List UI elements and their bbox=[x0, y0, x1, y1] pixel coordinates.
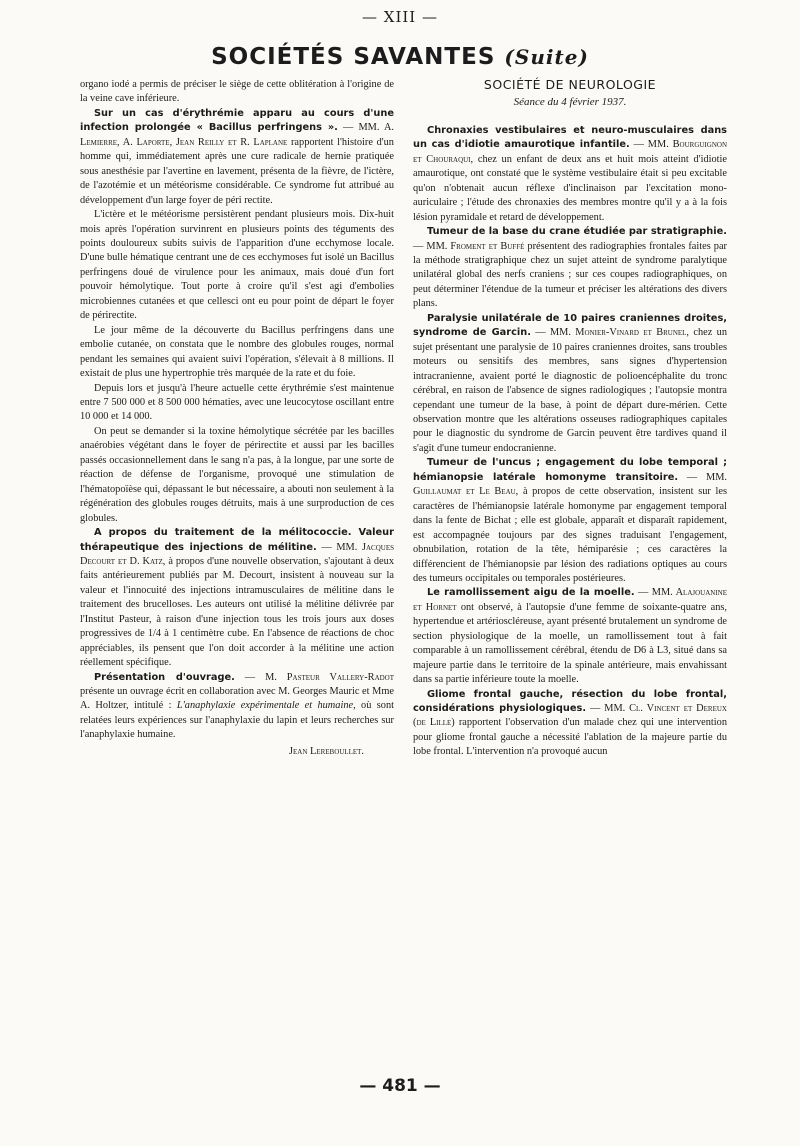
section-heading: Tumeur de la base du crane étudiée par stratigraphie. bbox=[427, 226, 727, 238]
section-heading: Tumeur de l'uncus ; engagement du lobe temporal ; hémianopsie latérale homonyme transitoire. bbox=[413, 457, 727, 483]
section-body: chez un enfant de deux ans et huit mois atteint d'idiotie amaurotique, ont constaté que le système vestibulaire était si peu excitable qu'on n'obtenait aucun réflexe d'inclinaison par l'excitation mono-auriculaire ; l'étude des chronaxies des membres montre qu'il y a à la fois lésion pyramidale et retard de développement. bbox=[413, 153, 727, 223]
section-heading: Paralysie unilatérale de 10 paires craniennes droites, syndrome de Garcin. bbox=[413, 312, 727, 339]
title-suite: (Suite) bbox=[504, 45, 589, 69]
right-column bbox=[413, 78, 727, 760]
book-title: L'anaphylaxie expérimentale et humaine, bbox=[176, 700, 356, 712]
roman-page-number: — XIII — bbox=[362, 8, 438, 26]
paragraph: Le jour même de la découverte du Bacillus perfringens dans une embolie cutanée, on constata que le nombre des globules rouges, normal pendant les semaines qui avaient suivi l'opération, s'élevait à 8 millions. Il existait de plus une hypertrophie très marquée de la rate et du foie. bbox=[80, 324, 394, 380]
paragraph: Depuis lors et jusqu'à l'heure actuelle cette érythrémie s'est maintenue entre 7 500 000 et 8 500 000 hématies, avec une leucocytose oscillant entre 10 000 et 14 000. bbox=[80, 382, 394, 423]
section-body: chez un sujet présentant une paralysie de 10 paires craniennes droites, sans troubles moteurs ou sensitifs des membres, sans signes d'hypertension intracranienne, avaient porté le diagnostic de polioencéphalite du tronc cérébral, en raison de l'absence de signes radiologiques ; l'autopsie montra cependant une tumeur de la base, à point de départ dure-mérien. Cette observation montre que les altérations osseuses radiographiques capitales pour le diagnostic du syndrome de Garcin peuvent être tardives quand il s'agit d'une tumeur endocranienne. bbox=[413, 327, 727, 454]
section-body: à propos d'une nouvelle observation, s'ajoutant à deux faits antérieurement publiés par M. Decourt, insistent à nouveau sur la valeur et l'innocuité des injections intramusculaires de mélitine dans le traitement des brucelloses. Les auteurs ont utilisé la mélitine délivrée par l'Institut Pasteur, à raison d'une injection tous les trois jours aux doses progressives de 1/4 à 1 centimètre cube. En l'absence de réactions de choc appréciables, ils pensent que l'on doit accorder à la mélitine une action réellement spécifique. bbox=[80, 555, 394, 669]
title-main: SOCIÉTÉS SAVANTES bbox=[211, 44, 496, 70]
section-erythremie bbox=[80, 107, 394, 208]
signature: Jean Lereboullet. bbox=[288, 745, 364, 757]
paragraph: L'ictère et le météorisme persistèrent pendant plusieurs mois. Dix-huit mois après l'opération survinrent en plusieurs points des téguments des points douloureux subits suivis de l'apparition d'une ecchymose locale. D'une bulle hématique centrant une de ces ecchymoses fut isolé un Bacillus perfringens doué de virulence pour les animaux, mais doué d'un fort pouvoir hémolytique. Tout porte à croire qu'il s'est agi d'embolies microbiennes cutanées et que cellesci ont eu pour point de départ le foyer de périrectite. bbox=[80, 209, 394, 322]
section-authors: — MM. A. Lemierre, A. Laporte, Jean Reilly et R. Laplane bbox=[80, 122, 395, 148]
section-authors: — MM. Bourguignon et Chouraqui, bbox=[413, 139, 727, 165]
section-heading: A propos du traitement de la mélitococcie. Valeur thérapeutique des injections de mélitine. bbox=[80, 527, 394, 553]
section-paralysie bbox=[413, 312, 727, 457]
section-heading: Présentation d'ouvrage. bbox=[94, 671, 235, 683]
section-heading: Gliome frontal gauche, résection du lobe frontal, considérations physiologiques. bbox=[413, 688, 727, 715]
section-uncus bbox=[413, 456, 727, 586]
section-body: ont observé, à l'autopsie d'une femme de soixante-quatre ans, hypertendue et artérioscléreuse, ayant présenté brutalement un syndrome de section physiologique de la moelle, un ramollissement tout à fait comparable à un ramollissement cérébral, étendu de D6 à L3, situé dans sa majeure partie dans le territoire de la spinale antérieure, mais envahissant dans sa partie inférieure toute la moelle. bbox=[413, 601, 727, 686]
society-heading: SOCIÉTÉ DE NEUROLOGIE bbox=[483, 77, 657, 92]
section-tumeur-base bbox=[413, 225, 727, 312]
page-title bbox=[0, 44, 800, 70]
paragraph: organo iodé a permis de préciser le siège de cette oblitération à l'origine de la veine cave inférieure. bbox=[80, 79, 394, 105]
section-heading: Chronaxies vestibulaires et neuro-musculaires dans un cas d'idiotie amaurotique infantile. bbox=[413, 124, 727, 151]
section-body: où sont relatées leurs expériences sur l'anaphylaxie du lapin et leurs recherches sur l'anaphylaxie humaine. bbox=[80, 700, 394, 741]
section-heading: Le ramollissement aigu de la moelle. bbox=[427, 587, 635, 599]
section-body: rapportent l'observation d'un malade chez qui une intervention pour gliome frontal gauche a nécessité l'ablation de la majeure partie du lobe frontal. L'intervention n'a provoqué aucun bbox=[413, 717, 727, 758]
section-authors: — MM. Guillaumat et Le Beau, bbox=[413, 471, 727, 498]
section-body: rapportent l'histoire d'un homme qui, immédiatement après une cure radicale de hernie pratiquée sous anesthésie par l'avertine en lavement, présenta de la fièvre, de l'ictère, de l'azotémie et un météorisme considérable. Ce syndrome fut attribué au développement d'un large foyer de péri rectite. bbox=[80, 136, 394, 206]
section-ouvrage bbox=[80, 671, 394, 743]
section-authors: — MM. Alajouanine et Hornet bbox=[413, 587, 727, 613]
section-ramollissement bbox=[413, 586, 727, 687]
section-authors: — MM. Monier-Vinard et Brunel, bbox=[535, 327, 690, 339]
page-number: — 481 — bbox=[359, 1076, 441, 1096]
section-body: présente un ouvrage écrit en collaboration avec M. Georges Mauric et Mme A. Holtzer, intitulé : bbox=[80, 686, 394, 712]
section-body: à propos de cette observation, insistent sur les caractères de l'hémianopsie latérale homonyme par engagement temporal dans la fente de Bichat ; elle est globale, apparaît et disparaît rapidement, est accompagnée toujours par des signes traduisant l'engagement, obnubilation, rotation de la tête, hémiparésie ; ces caractères la différencient de l'hémianopsie par lésion des radiations optiques au cours des tumeurs occipitales ou temporales postérieures. bbox=[413, 486, 727, 584]
section-authors: — MM. Froment et Buffé bbox=[413, 240, 525, 252]
section-authors: — MM. Jacques Decourt et D. Katz, bbox=[80, 541, 394, 567]
section-body: présentent des radiographies frontales faites par la méthode stratigraphique chez un sujet atteint de syndrome paralytique unilatéral global des nerfs craniens ; sur ces coupes radiographiques, on peut déterminer l'étendue de la tumeur et préciser les altérations des divers plans. bbox=[413, 240, 727, 310]
seance-date: Séance du 4 février 1937. bbox=[513, 96, 627, 109]
section-chronaxies bbox=[413, 124, 727, 225]
left-column bbox=[80, 78, 394, 759]
section-melitococcie bbox=[80, 526, 394, 671]
section-gliome bbox=[413, 688, 727, 760]
section-authors: — MM. Cl. Vincent et Dereux (de Lille) bbox=[413, 703, 727, 729]
section-authors: — M. Pasteur Vallery-Radot bbox=[244, 671, 395, 683]
paragraph: On peut se demander si la toxine hémolytique sécrétée par les bacilles anaérobies végétant dans le foyer de périrectite et aussi par les bacilles passés occasionnellement dans le sang n'a pas, à la longue, par une sorte de réaction de défense de l'organisme, provoqué une stimulation de l'hématopoïèse qui, dépassant le but nécessaire, a abouti non seulement à la régénération des globules rouges détruits, mais à une surproduction de ces globules. bbox=[80, 425, 394, 524]
section-heading: Sur un cas d'érythrémie apparu au cours d'une infection prolongée « Bacillus perfringens ». bbox=[80, 107, 394, 134]
